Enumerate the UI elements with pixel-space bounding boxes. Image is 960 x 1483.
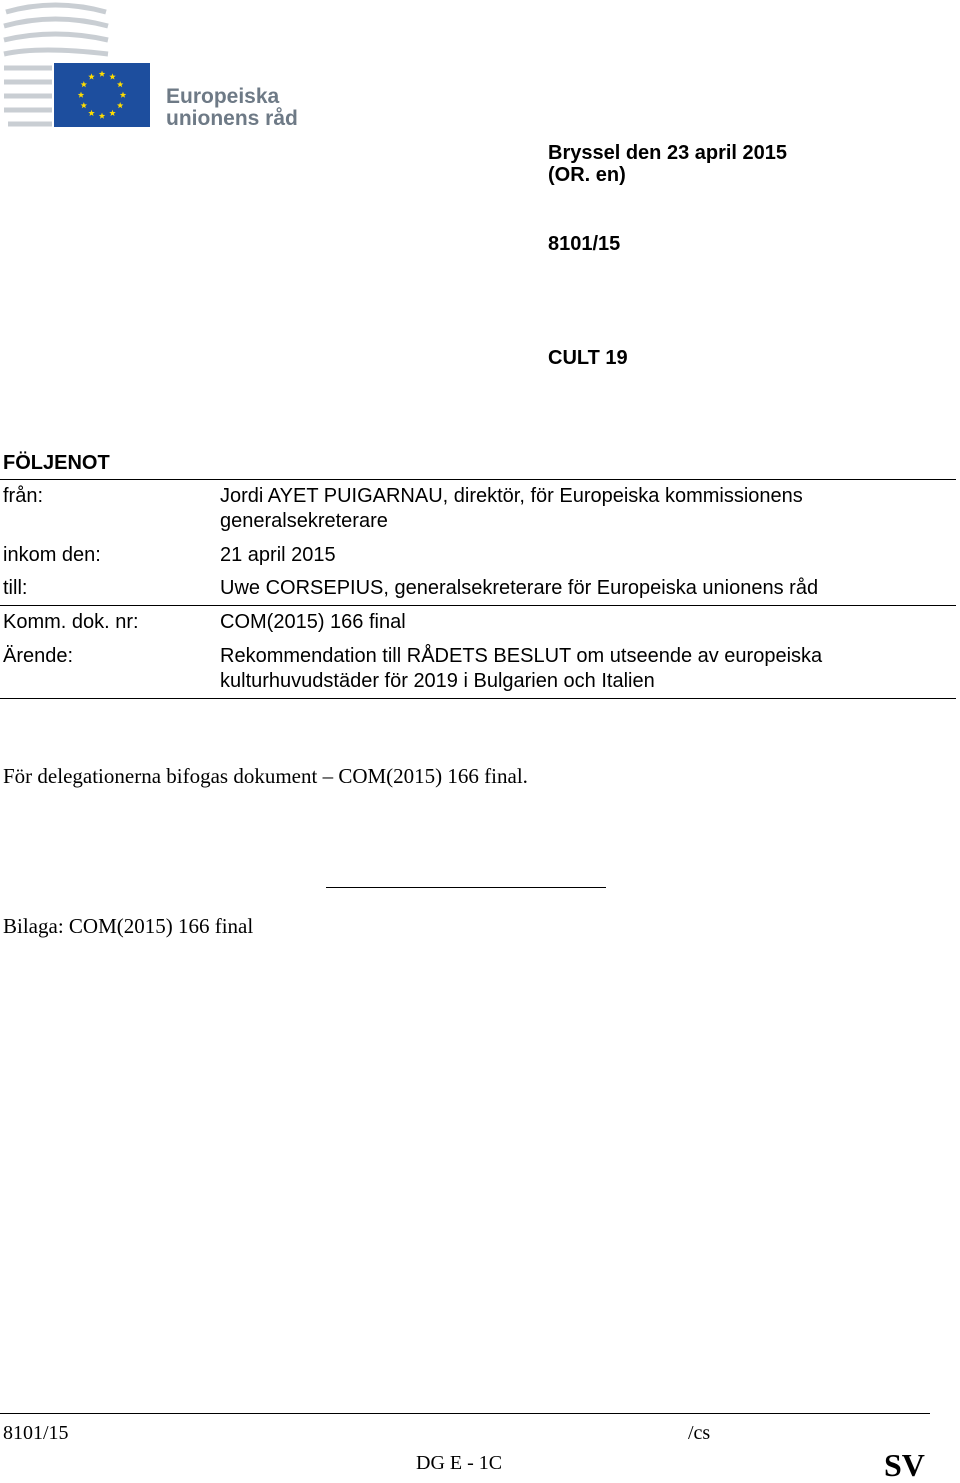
org-name-line2: unionens råd bbox=[166, 107, 298, 130]
table-top-rule bbox=[0, 479, 956, 480]
org-name-line1: Europeiska bbox=[166, 85, 280, 108]
footer-doc-number: 8101/15 bbox=[3, 1422, 69, 1444]
footer-initials: /cs bbox=[688, 1422, 711, 1444]
classification: CULT 19 bbox=[548, 347, 628, 369]
field-label-from: från: bbox=[3, 485, 44, 507]
field-label-subject: Ärende: bbox=[3, 645, 74, 667]
footer-directorate: DG E - 1C bbox=[416, 1452, 503, 1474]
original-language: (OR. en) bbox=[548, 164, 626, 186]
field-label-commission-doc: Komm. dok. nr: bbox=[3, 611, 139, 633]
field-value-from-line1: Jordi AYET PUIGARNAU, direktör, för Europeiska kommissionens bbox=[220, 485, 803, 507]
doc-number: 8101/15 bbox=[548, 233, 621, 255]
field-value-commission-doc: COM(2015) 166 final bbox=[220, 611, 406, 633]
end-separator bbox=[326, 887, 606, 888]
field-value-to: Uwe CORSEPIUS, generalsekreterare för Europeiska unionens råd bbox=[220, 577, 819, 599]
body-text: För delegationerna bifogas dokument – COM(2015) 166 final. bbox=[3, 764, 528, 788]
field-value-received: 21 april 2015 bbox=[220, 544, 336, 566]
council-building-emblem-icon bbox=[0, 0, 160, 135]
table-middle-rule bbox=[0, 605, 956, 606]
council-logo bbox=[0, 0, 320, 135]
footer-rule bbox=[0, 1413, 930, 1414]
table-bottom-rule bbox=[0, 698, 956, 699]
field-value-subject-line2: kulturhuvudstäder för 2019 i Bulgarien och Italien bbox=[220, 670, 655, 692]
field-label-to: till: bbox=[3, 577, 28, 599]
document-type-title: FÖLJENOT bbox=[3, 452, 110, 474]
field-label-received: inkom den: bbox=[3, 544, 101, 566]
field-value-subject-line1: Rekommendation till RÅDETS BESLUT om utseende av europeiska bbox=[220, 645, 823, 667]
footer-language-code: SV bbox=[884, 1447, 925, 1483]
field-value-from-line2: generalsekreterare bbox=[220, 510, 388, 532]
enclosure-text: Bilaga: COM(2015) 166 final bbox=[3, 914, 254, 938]
place-date: Bryssel den 23 april 2015 bbox=[548, 142, 788, 164]
